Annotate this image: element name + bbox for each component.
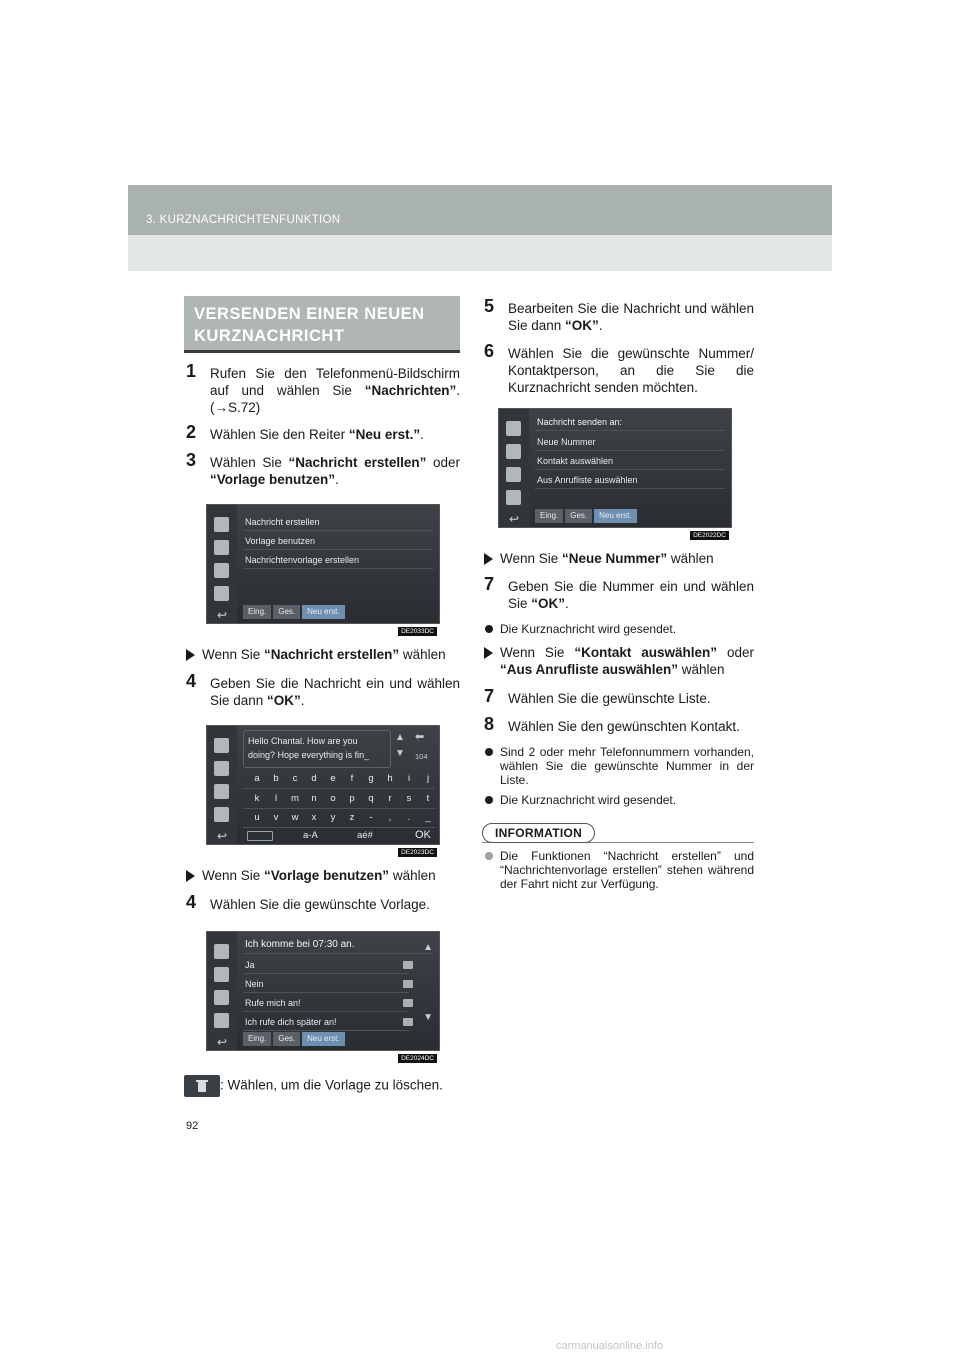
trash-caption: [184, 1075, 460, 1097]
step-quote: “OK”: [267, 693, 301, 708]
down-arrow-icon: ▼: [395, 748, 405, 759]
case-text: wählen: [399, 647, 446, 662]
case-quote: “Kontakt auswählen”: [574, 645, 718, 660]
watermark: carmanualsonline.info: [556, 1340, 664, 1352]
phone-settings-icon: [214, 563, 229, 578]
step-quote: “OK”: [565, 318, 599, 333]
tab-sent: Ges.: [273, 1032, 300, 1046]
up-arrow-icon: ▲: [395, 732, 405, 743]
backspace-icon: ⬅: [415, 731, 425, 743]
key: s: [406, 793, 412, 804]
step-text: .: [598, 318, 603, 333]
image-code: DE2022DC: [690, 531, 729, 540]
phone-settings-icon: [506, 467, 521, 482]
template-row: Rufe mich an!: [243, 994, 409, 1012]
key: -: [369, 812, 373, 823]
step-number: 7: [484, 574, 495, 594]
step-number: 4: [186, 892, 197, 912]
key: p: [349, 793, 355, 804]
image-code: DE2023DC: [398, 848, 437, 857]
note-text: Sind 2 oder mehr Telefonnummern vorhanden, wählen Sie die gewünschte Nummer in der Liste.: [500, 745, 754, 787]
chapter-title: 3. KURZNACHRICHTENFUNKTION: [146, 214, 341, 226]
step-text: Wählen Sie den Reiter: [210, 427, 349, 442]
case-text: oder: [717, 645, 754, 660]
arrow-icon: [484, 553, 493, 565]
information-label: INFORMATION: [482, 823, 595, 843]
symbols-key: aé#: [357, 830, 373, 841]
key: q: [368, 793, 374, 804]
keyboard-divider: [243, 808, 435, 809]
note-text: Die Kurznachricht wird gesendet.: [500, 793, 677, 807]
message-line1: Hello Chantal. How are you: [248, 736, 358, 746]
template-row: Ich rufe dich später an!: [243, 1013, 409, 1031]
screen-row: Kontakt auswählen: [535, 452, 725, 470]
key: e: [330, 773, 336, 784]
back-icon: ↩: [216, 829, 228, 843]
screen-row: Vorlage benutzen: [243, 532, 433, 550]
step-1: [184, 361, 460, 416]
contacts-icon: [214, 967, 229, 982]
trash-icon: [403, 999, 413, 1007]
keyboard-icon: [247, 831, 273, 841]
section-title-line1: VERSENDEN EINER NEUEN: [194, 305, 425, 323]
ok-key: OK: [415, 829, 431, 841]
section-title-line2: KURZNACHRICHT: [194, 327, 345, 345]
case-quote: “Vorlage benutzen”: [264, 868, 390, 883]
step-text: Wählen Sie: [210, 455, 289, 470]
left-column: [184, 296, 460, 1097]
case-text: wählen: [667, 551, 714, 566]
bullet-icon: [485, 796, 493, 804]
step-text: . (→S.72): [210, 383, 460, 415]
step-number: 8: [484, 714, 495, 734]
image-code: DE2033DC: [398, 627, 437, 636]
step-number: 6: [484, 341, 495, 361]
step-quote: “Neu erst.”: [348, 427, 421, 442]
phone-icon: [506, 421, 521, 436]
key: v: [273, 812, 279, 823]
message-icon: [214, 586, 229, 601]
step-number: 5: [484, 296, 495, 316]
bullet-icon: [485, 748, 493, 756]
key: m: [291, 793, 299, 804]
phone-icon: [214, 738, 229, 753]
key: a: [254, 773, 260, 784]
case-quote: “Nachricht erstellen”: [264, 647, 400, 662]
case-quote: “Neue Nummer”: [562, 551, 668, 566]
step-text: Rufen Sie den Telefonmenü-Bildschirm auf und wählen Sie: [210, 366, 460, 398]
case-quote: “Aus Anrufliste auswählen”: [500, 662, 679, 677]
section-title: [184, 296, 460, 353]
key: k: [254, 793, 260, 804]
screen-tabs: [243, 605, 345, 619]
step-4-message: [184, 671, 460, 709]
phone-settings-icon: [214, 784, 229, 799]
screen-templates: [206, 931, 440, 1062]
step-quote: “Nachricht erstellen”: [288, 455, 427, 470]
trash-icon: [403, 980, 413, 988]
screen-sidebar: [207, 726, 237, 844]
screen-row: Nachrichtenvorlage erstellen: [243, 551, 433, 569]
keyboard-divider: [243, 788, 435, 789]
step-number: 3: [186, 450, 197, 470]
step-text: .: [565, 596, 569, 611]
trash-icon: [403, 1018, 413, 1026]
step-text: .: [335, 472, 339, 487]
right-column: [482, 296, 754, 891]
step-5: [482, 296, 754, 334]
key: b: [273, 773, 279, 784]
key: d: [311, 773, 317, 784]
template-row: Ja: [243, 956, 409, 974]
step-text: Wählen Sie die gewünschte Nummer/ Kontaktperson, an die Sie die Kurznachricht senden möchten.: [508, 346, 754, 395]
back-icon: ↩: [216, 1035, 228, 1049]
keyboard-divider: [243, 827, 435, 828]
case-text: Wenn Sie: [500, 645, 575, 660]
key: f: [350, 773, 354, 784]
step-3: [184, 450, 460, 488]
screen-message-menu: [206, 504, 440, 635]
bullet-icon: [485, 625, 493, 633]
step-text: Bearbeiten Sie die Nachricht und wählen Sie dann: [508, 301, 754, 333]
phone-icon: [214, 944, 229, 959]
step-quote: “Nachrichten”: [364, 383, 457, 398]
screen-row: Nachricht erstellen: [243, 513, 433, 531]
key: o: [330, 793, 336, 804]
key: n: [311, 793, 317, 804]
information-box: [482, 842, 754, 891]
case-neue-nummer: [482, 550, 754, 567]
screen-row: Aus Anrufliste auswählen: [535, 471, 725, 489]
screen-tabs: [535, 509, 637, 523]
key: ,: [388, 812, 392, 823]
step-8: [482, 714, 754, 735]
information-text: Die Funktionen “Nachricht erstellen” und “Nachrichtenvorlage erstellen” stehen während der Fahrt nicht zur Verfügung.: [500, 849, 754, 891]
phone-icon: [214, 517, 229, 532]
screen-send-to: [498, 408, 732, 539]
scroll-down-icon: ▼: [423, 1012, 433, 1023]
step-text: Geben Sie die Nummer ein und wählen Sie: [508, 579, 754, 611]
tab-inbox: Eing.: [243, 1032, 271, 1046]
note-sent: [482, 622, 754, 636]
key: x: [311, 812, 317, 823]
step-quote: “Vorlage benutzen”: [210, 472, 336, 487]
case-vorlage-benutzen: [184, 867, 460, 884]
key: y: [330, 812, 336, 823]
step-text: Geben Sie die Nachricht ein und wählen Sie dann: [210, 676, 460, 708]
arrow-icon: [484, 647, 493, 659]
case-kontakt-anrufliste: [482, 644, 754, 678]
arrow-icon: [186, 649, 195, 661]
key: .: [407, 812, 411, 823]
message-text-area: [243, 730, 391, 768]
case-nachricht-erstellen: [184, 646, 460, 663]
step-number: 7: [484, 686, 495, 706]
information-note: [482, 849, 754, 891]
back-icon: ↩: [508, 512, 520, 526]
tab-sent: Ges.: [565, 509, 592, 523]
key: t: [426, 793, 430, 804]
char-count: 104: [415, 752, 428, 761]
step-quote: “OK”: [531, 596, 566, 611]
step-7-number: [482, 574, 754, 612]
case-toggle-key: a-A: [303, 830, 318, 841]
key: _: [425, 812, 431, 823]
message-icon: [214, 1013, 229, 1028]
screen-sidebar: [207, 932, 237, 1050]
key: i: [407, 773, 411, 784]
key: j: [426, 773, 430, 784]
chapter-header: [128, 185, 832, 271]
contacts-icon: [214, 761, 229, 776]
tab-new: Neu erst.: [302, 1032, 344, 1046]
step-text: oder: [426, 455, 460, 470]
tab-inbox: Eing.: [535, 509, 563, 523]
screen-sidebar: [499, 409, 529, 527]
scroll-up-icon: ▲: [423, 942, 433, 953]
key: g: [368, 773, 374, 784]
step-2: [184, 422, 460, 443]
step-text: .: [300, 693, 305, 708]
case-text: Wenn Sie: [202, 647, 265, 662]
case-text: wählen: [389, 868, 436, 883]
key: w: [291, 812, 299, 823]
step-text: Wählen Sie die gewünschte Liste.: [508, 691, 711, 706]
tab-new: Neu erst.: [594, 509, 636, 523]
tab-inbox: Eing.: [243, 605, 271, 619]
back-icon: ↩: [216, 608, 228, 622]
tab-sent: Ges.: [273, 605, 300, 619]
step-number: 4: [186, 671, 197, 691]
message-icon: [506, 490, 521, 505]
contacts-icon: [506, 444, 521, 459]
case-text: wählen: [678, 662, 725, 677]
key: z: [349, 812, 355, 823]
screen-row: Neue Nummer: [535, 433, 725, 451]
note-multiple-numbers: [482, 745, 754, 787]
tab-new: Neu erst.: [302, 605, 344, 619]
trash-caption-text: : Wählen, um die Vorlage zu löschen.: [220, 1077, 443, 1093]
trash-icon: [184, 1075, 220, 1097]
template-header: Ich komme bei 07:30 an.: [243, 936, 433, 954]
trash-icon: [403, 961, 413, 969]
step-7-list: [482, 686, 754, 707]
information-block: [482, 823, 754, 891]
case-text: Wenn Sie: [500, 551, 563, 566]
contacts-icon: [214, 540, 229, 555]
key: c: [292, 773, 298, 784]
key: r: [388, 793, 392, 804]
step-number: 2: [186, 422, 197, 442]
key: h: [387, 773, 393, 784]
screen-keyboard: [206, 725, 440, 856]
message-line2: doing? Hope everything is fin_: [248, 750, 370, 760]
note-text: Die Kurznachricht wird gesendet.: [500, 622, 677, 636]
step-text: Wählen Sie den gewünschten Kontakt.: [508, 719, 740, 734]
message-icon: [214, 807, 229, 822]
screen-sidebar: [207, 505, 237, 623]
screen-tabs: [243, 1032, 345, 1046]
key: l: [274, 793, 278, 804]
phone-settings-icon: [214, 990, 229, 1005]
header-top-band: [128, 185, 832, 235]
step-6: [482, 341, 754, 396]
note-sent-2: [482, 793, 754, 807]
step-4-template: [184, 892, 460, 913]
send-to-header: Nachricht senden an:: [535, 413, 725, 431]
step-text: Wählen Sie die gewünschte Vorlage.: [210, 897, 430, 912]
case-text: Wenn Sie: [202, 868, 265, 883]
page-number: 92: [186, 1120, 199, 1132]
step-text: .: [420, 427, 424, 442]
arrow-icon: [186, 870, 195, 882]
bullet-icon: [485, 852, 493, 860]
header-bottom-band: [128, 235, 832, 271]
image-code: DE2024DC: [398, 1054, 437, 1063]
template-row: Nein: [243, 975, 409, 993]
key: u: [254, 812, 260, 823]
step-number: 1: [186, 361, 197, 381]
